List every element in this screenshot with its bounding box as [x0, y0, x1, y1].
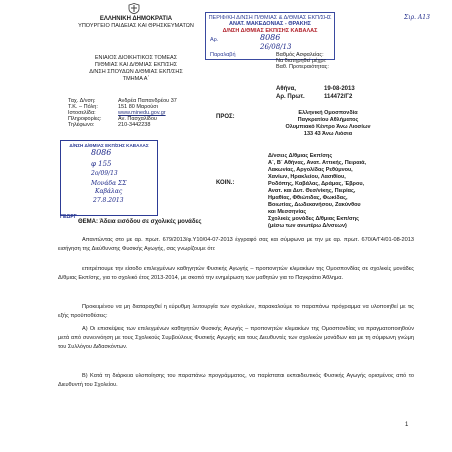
koin-line: (μέσω των ανωτέρω Δ/νσεων) [268, 223, 347, 229]
contact-city-value: 151 80 Μαρούσι [118, 104, 158, 110]
left-stamp-title: Δ/ΝΣΗ Δ/ΘΜΙΑΣ ΕΚΠ/ΣΗΣ ΚΑΒΑΛΑΣ [69, 143, 149, 148]
classification-line3: Βαθ. Προτεραιότητας: [276, 64, 329, 70]
receipt-stamp-date: 26/08/13 [260, 43, 292, 51]
contact-web-label: Ιστοσελίδα: [68, 110, 96, 116]
receipt-stamp-ar-label: Αρ. [210, 37, 219, 43]
to-line: 133 43 Άνω Λιόσια [303, 131, 353, 137]
to-line: Παγκρατίου Αθλήματος [297, 117, 359, 123]
left-stamp-bottom: ΓΕΩΡΓ [60, 214, 77, 220]
header-unit4: ΤΜΗΜΑ Α΄ [122, 76, 150, 82]
left-stamp-file: φ 155 [91, 160, 112, 168]
koin-line: Χανίων, Ηρακλείου, Λασιθίου, [268, 174, 346, 180]
left-stamp-note: Μονάδα ΣΣ [91, 180, 127, 187]
koin-line: Ροδόπης, Καβάλας, Δράμας, Έβρου, [268, 181, 365, 187]
subject-line: ΘΕΜΑ: Άδεια εισόδου σε σχολικές μονάδες [78, 219, 202, 225]
protocol-value: 114472/Γ2 [324, 94, 353, 100]
body-paragraph: Β) Κατά τη διάρκεια υλοποίησης του παραπάνω προγράμματος, να παρίσταται εκπαιδευτικός Φυσικής Αγωγής ορισμένος από το Διευθυντή του Σχολείου. [58, 373, 414, 389]
protocol-label: Αρ. Πρωτ. [276, 94, 305, 100]
receipt-stamp-line2: ΑΝΑΤ. ΜΑΚΕΔΟΝΙΑΣ - ΘΡΑΚΗΣ [229, 21, 311, 28]
contact-city-label: Τ.Κ. – Πόλη: [68, 104, 98, 110]
handwritten-note: Σιρ. Α13 [404, 14, 430, 21]
receipt-stamp-line3: Δ/ΝΣΗ Δ/ΘΜΙΑΣ ΕΚΠ/ΣΗΣ ΚΑΒΑΛΑΣ [222, 27, 318, 34]
koin-line: Δ/νσεις Δ/θμιας Εκπ/σης [268, 153, 333, 159]
receipt-stamp-receive: Παραλαβή [210, 52, 236, 58]
left-stamp-date2: 27.8.2013 [93, 197, 124, 204]
header-unit1: ΕΝΙΑΙΟΣ ΔΙΟΙΚΗΤΙΚΟΣ ΤΟΜΕΑΣ [94, 55, 178, 61]
koin-line: Α΄, Β΄ Αθήνας, Ανατ. Αττικής, Πειραιά, [268, 160, 367, 166]
left-stamp-ar: 8086 [91, 148, 112, 157]
contact-phone-value: 210-3442238 [118, 122, 151, 128]
to-label: ΠΡΟΣ: [216, 114, 235, 120]
body-paragraph: Απαντώντας στο με αρ. πρωτ. 679/2013/φ.Υ10/04-07-2013 έγγραφό σας και σύμφωνα με την με αρ. πρωτ. 670/Α/Γ4/01-08-2013 εισήγηση της Διεύθυνσης Φυσικής Αγωγής, σας γνωρίζουμε ότι: [58, 237, 414, 253]
page-number: 1 [405, 422, 409, 428]
date-label: Αθήνα, [276, 86, 296, 92]
body-paragraph: επιτρέπουμε την είσοδο επιλεγμένων καθηγητών Φυσικής Αγωγής – προπονητών κλιμακίων της Ομοσπονδίας σε σχολικές μονάδες Δ/θμιας Εκπ/σης, για το σχολικό έτος 2013-2014, με σκοπό την ενημέρωση των μαθητών για το Παγκράτιο Άθλημα. [58, 266, 414, 282]
receipt-stamp-line1: ΠΕΡΙΦ/ΚΗ Δ/ΝΣΗ Π/ΘΜΙΑΣ & Δ/ΘΜΙΑΣ ΕΚΠ/ΣΗΣ [208, 15, 332, 21]
left-stamp-date: 2ο/09/13 [91, 170, 118, 177]
koin-line: και Μεσσηνίας [268, 209, 307, 215]
contact-address-value: Ανδρέα Παπανδρέου 37 [118, 98, 177, 104]
date-value: 19-08-2013 [324, 86, 355, 92]
header-unit3: Δ/ΝΣΗ ΣΠΟΥΔΩΝ Δ/ΘΜΙΑΣ ΕΚΠ/ΣΗΣ [89, 69, 183, 75]
body-paragraph: Α) Οι επισκέψεις των επιλεγμένων καθηγητών Φυσικής Αγωγής – προπονητών κλιμακίων της Ομοσπονδίας να πραγματοποιηθούν μετά από συνεννόηση με τους Σχολικούς Συμβούλους Φυσικής Αγωγής και τους Διευθυντές των σχολικών μονάδων και με τη σύμφωνη γνώμη του Συλλόγου Διδασκόντων. [58, 326, 414, 351]
koin-line: Λακωνίας, Αργολίδας Ρεθύμνου, [268, 167, 353, 173]
contact-info-label: Πληροφορίες: [68, 116, 102, 122]
classification-line1: Βαθμός Ασφαλείας: [276, 52, 324, 58]
contact-phone-label: Τηλέφωνο: [68, 122, 95, 128]
receipt-stamp-ar-value: 8086 [260, 33, 281, 42]
contact-address-label: Ταχ. Δ/νση: [68, 98, 96, 104]
koin-label: ΚΟΙΝ.: [216, 180, 235, 186]
header-state: ΕΛΛΗΝΙΚΗ ΔΗΜΟΚΡΑΤΙΑ [99, 16, 173, 22]
header-unit2: Π/ΘΜΙΑΣ ΚΑΙ Δ/ΘΜΙΑΣ ΕΚΠ/ΣΗΣ [94, 62, 178, 68]
classification-line2: Να διατηρηθεί μέχρι: [276, 58, 327, 64]
koin-line: Ημαθίας, Φθιώτιδας, Φωκίδας, [268, 195, 348, 201]
contact-web-link[interactable]: www.minedu.gov.gr [118, 110, 166, 116]
koin-line: Βοιωτίας, Δωδεκανήσου, Ζακύνθου [268, 202, 361, 208]
greek-emblem-icon [128, 3, 140, 14]
header-ministry: ΥΠΟΥΡΓΕΙΟ ΠΑΙΔΕΙΑΣ ΚΑΙ ΘΡΗΣΚΕΥΜΑΤΩΝ [78, 23, 194, 29]
to-line: Ολυμπιακό Κέντρο Άνω Λιοσίων [285, 124, 371, 130]
contact-info-value: Αν. Πασχαλίδου [118, 116, 157, 122]
body-paragraph: Προκειμένου να μη διαταραχθεί η εύρυθμη λειτουργία των σχολείων, παρακαλούμε το παραπάνω πρόγραμμα να υλοποιηθεί με τις εξής προϋποθέσεις: [58, 304, 414, 320]
koin-line: Ανατ. και Δυτ. Θεσ/νίκης, Πιερίας, [268, 188, 356, 194]
left-receipt-stamp [60, 140, 158, 216]
to-line: Ελληνική Ομοσπονδία [298, 110, 358, 116]
left-stamp-city: Καβάλας [95, 188, 123, 195]
koin-line: Σχολικές μονάδες Δ/θμιας Εκπ/σης [268, 216, 360, 222]
